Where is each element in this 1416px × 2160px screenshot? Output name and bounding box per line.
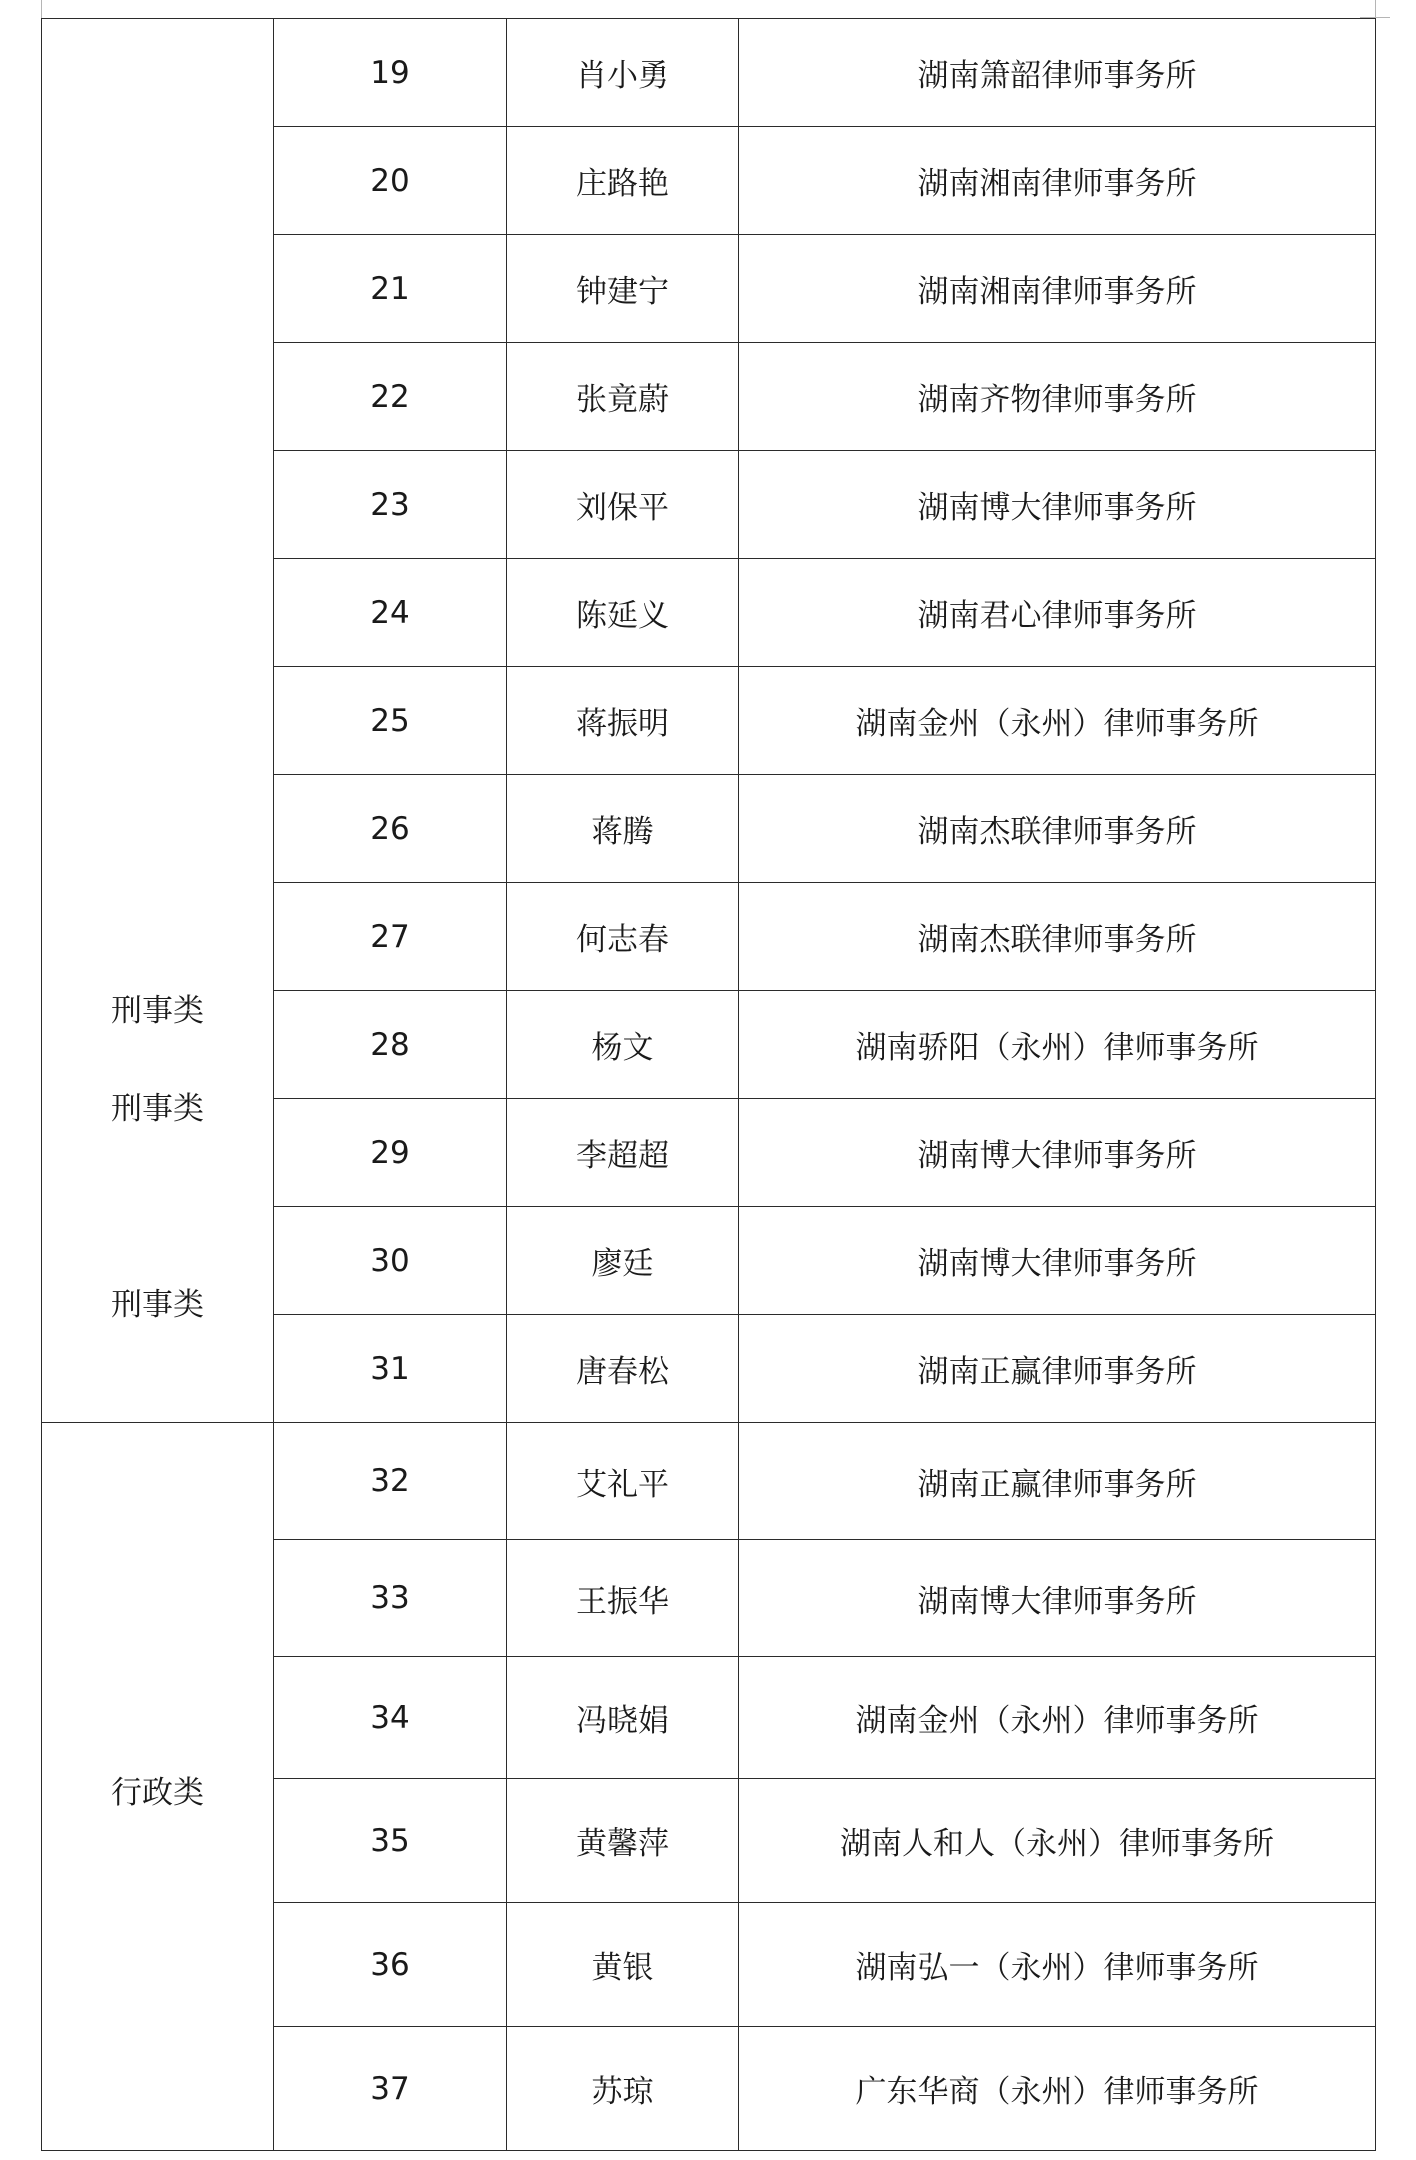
lawyer-name: 庄路艳 xyxy=(507,127,739,235)
law-firm: 湖南人和人（永州）律师事务所 xyxy=(739,1779,1376,1903)
row-number: 31 xyxy=(274,1315,507,1423)
lawyer-name: 杨文 xyxy=(507,991,739,1099)
row-number: 25 xyxy=(274,667,507,775)
law-firm: 湖南金州（永州）律师事务所 xyxy=(739,667,1376,775)
table-row xyxy=(42,19,1376,127)
row-number: 37 xyxy=(274,2027,507,2151)
category-label: 刑事类 xyxy=(111,1287,204,1323)
row-number: 20 xyxy=(274,127,507,235)
row-number: 35 xyxy=(274,1779,507,1903)
law-firm: 湖南正赢律师事务所 xyxy=(739,1423,1376,1540)
category-label: 刑事类 xyxy=(111,993,204,1029)
row-number: 30 xyxy=(274,1207,507,1315)
category-label: 刑事类 xyxy=(111,1091,204,1127)
row-number: 29 xyxy=(274,1099,507,1207)
row-number: 21 xyxy=(274,235,507,343)
law-firm: 湖南金州（永州）律师事务所 xyxy=(739,1657,1376,1779)
law-firm: 湖南博大律师事务所 xyxy=(739,1099,1376,1207)
lawyer-name: 李超超 xyxy=(507,1099,739,1207)
lawyer-name: 蒋腾 xyxy=(507,775,739,883)
law-firm: 湖南湘南律师事务所 xyxy=(739,235,1376,343)
row-number: 23 xyxy=(274,451,507,559)
lawyer-name: 王振华 xyxy=(507,1540,739,1657)
law-firm: 湖南齐物律师事务所 xyxy=(739,343,1376,451)
lawyer-name: 冯晓娟 xyxy=(507,1657,739,1779)
law-firm: 湖南博大律师事务所 xyxy=(739,1540,1376,1657)
table-row xyxy=(42,1423,1376,1540)
category-label: 行政类 xyxy=(111,1775,204,1811)
lawyer-name: 何志春 xyxy=(507,883,739,991)
law-firm: 湖南骄阳（永州）律师事务所 xyxy=(739,991,1376,1099)
lawyer-name: 苏琼 xyxy=(507,2027,739,2151)
law-firm: 湖南杰联律师事务所 xyxy=(739,883,1376,991)
lawyer-name: 黄馨萍 xyxy=(507,1779,739,1903)
lawyer-name: 艾礼平 xyxy=(507,1423,739,1540)
lawyer-name: 钟建宁 xyxy=(507,235,739,343)
row-number: 27 xyxy=(274,883,507,991)
lawyer-name: 唐春松 xyxy=(507,1315,739,1423)
row-number: 19 xyxy=(274,19,507,127)
row-number: 34 xyxy=(274,1657,507,1779)
row-number: 28 xyxy=(274,991,507,1099)
law-firm: 湖南君心律师事务所 xyxy=(739,559,1376,667)
row-number: 32 xyxy=(274,1423,507,1540)
lawyer-name: 刘保平 xyxy=(507,451,739,559)
law-firm: 湖南正赢律师事务所 xyxy=(739,1315,1376,1423)
law-firm: 湖南杰联律师事务所 xyxy=(739,775,1376,883)
lawyer-name: 张竟蔚 xyxy=(507,343,739,451)
category-cell-criminal xyxy=(42,19,274,1423)
row-number: 26 xyxy=(274,775,507,883)
lawyer-name: 肖小勇 xyxy=(507,19,739,127)
row-number: 33 xyxy=(274,1540,507,1657)
lawyer-name: 陈延义 xyxy=(507,559,739,667)
lawyer-name: 廖廷 xyxy=(507,1207,739,1315)
lawyer-roster-table xyxy=(41,18,1376,2151)
row-number: 22 xyxy=(274,343,507,451)
lawyer-name: 蒋振明 xyxy=(507,667,739,775)
law-firm: 湖南湘南律师事务所 xyxy=(739,127,1376,235)
law-firm: 湖南箫韶律师事务所 xyxy=(739,19,1376,127)
lawyer-name: 黄银 xyxy=(507,1903,739,2027)
row-number: 24 xyxy=(274,559,507,667)
law-firm: 湖南博大律师事务所 xyxy=(739,451,1376,559)
category-cell-administrative xyxy=(42,1423,274,2151)
page-corner-mark-right xyxy=(1375,0,1376,18)
law-firm: 湖南博大律师事务所 xyxy=(739,1207,1376,1315)
law-firm: 广东华商（永州）律师事务所 xyxy=(739,2027,1376,2151)
row-number: 36 xyxy=(274,1903,507,2027)
law-firm: 湖南弘一（永州）律师事务所 xyxy=(739,1903,1376,2027)
page-corner-mark-left xyxy=(41,0,42,18)
